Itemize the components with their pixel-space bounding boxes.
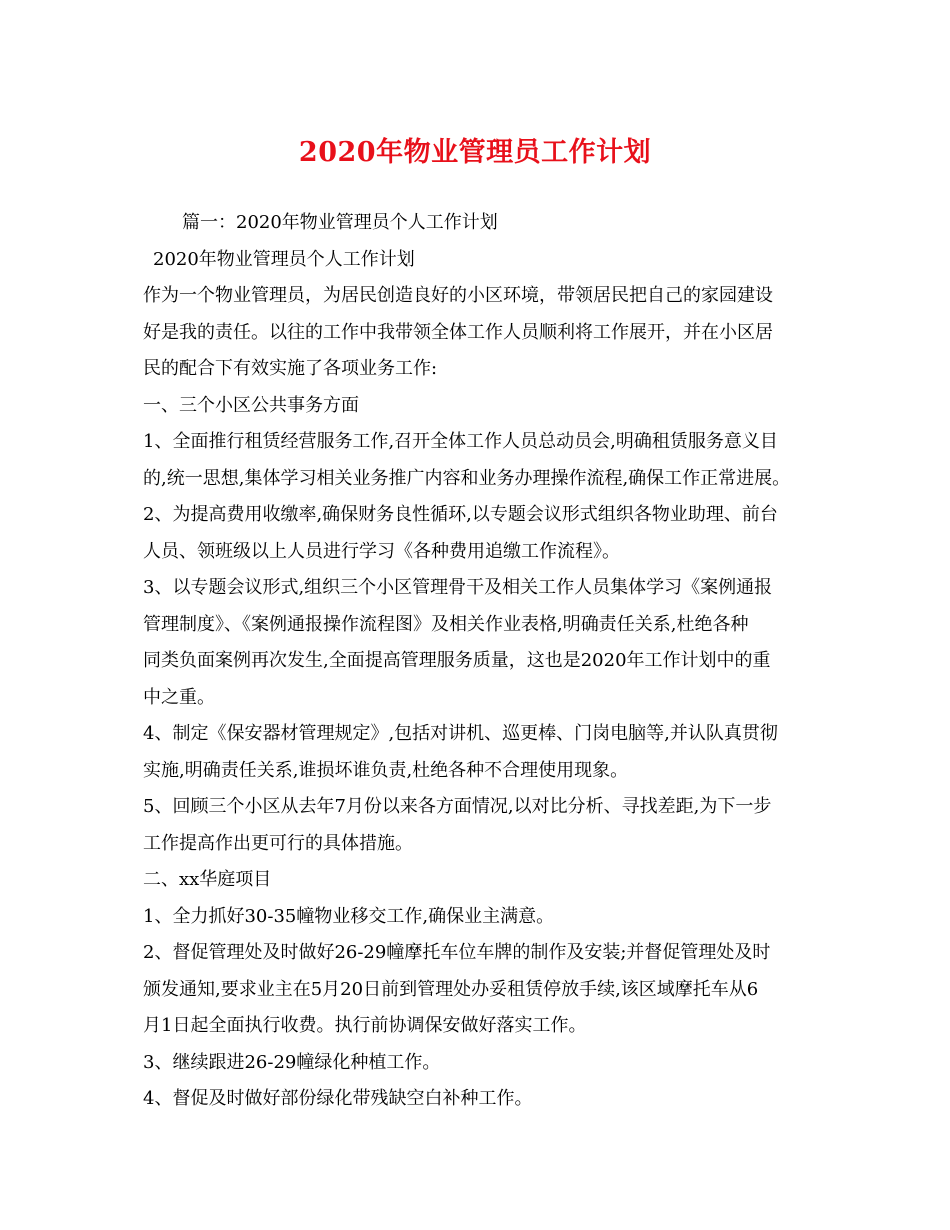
paragraph-line: 实施,明确责任关系,谁损坏谁负责,杜绝各种不合理使用现象。 [143,759,629,781]
paragraph-line: 1、全力抓好30-35幢物业移交工作,确保业主满意。 [143,905,555,927]
section-heading-project: 二、xx华庭项目 [143,869,272,890]
paragraph-line: 2、督促管理处及时做好26-29幢摩托车位车牌的制作及安装;并督促管理处及时 [143,942,771,963]
paragraph-line: 4、制定《保安器材管理规定》,包括对讲机、巡更棒、门岗电脑等,并认队真贯彻 [143,723,778,744]
paragraph-line: 管理制度》、《案例通报操作流程图》及相关作业表格,明确责任关系,杜绝各种 [143,613,749,635]
paragraph-line: 3、以专题会议形式,组织三个小区管理骨干及相关工作人员集体学习《案例通报 [143,577,773,598]
paragraph-line: 民的配合下有效实施了各项业务工作: [143,358,438,379]
paragraph-line: 作为一个物业管理员，为居民创造良好的小区环境，带领居民把自己的家园建设 [143,285,773,306]
section-heading-public-affairs: 一、三个小区公共事务方面 [143,394,359,416]
paragraph-line: 同类负面案例再次发生,全面提高管理服务质量，这也是2020年工作计划中的重 [143,650,771,671]
paragraph-line: 颁发通知,要求业主在5月20日前到管理处办妥租赁停放手续,该区域摩托车从6 [143,978,759,1000]
paragraph-line: 1、全面推行租赁经营服务工作,召开全体工作人员总动员会,明确租赁服务意义目 [143,431,778,452]
document-title: 2020年物业管理员工作计划 [298,137,652,168]
section-heading-part-one: 篇一：2020年物业管理员个人工作计划 [182,212,498,233]
paragraph-line: 的,统一思想,集体学习相关业务推广内容和业务办理操作流程,确保工作正常进展。 [143,467,791,489]
paragraph-line: 人员、领班级以上人员进行学习《各种费用追缴工作流程》。 [143,540,620,562]
paragraph-line: 4、督促及时做好部份绿化带残缺空白补种工作。 [143,1088,533,1109]
subtitle: 2020年物业管理员个人工作计划 [153,248,415,270]
paragraph-line: 中之重。 [143,686,215,708]
paragraph-line: 3、继续跟进26-29幢绿化种植工作。 [143,1051,441,1073]
paragraph-line: 2、为提高费用收缴率,确保财务良性循环,以专题会议形式组织各物业助理、前台 [143,504,778,525]
paragraph-line: 工作提高作出更可行的具体措施。 [143,832,413,854]
document-body [143,205,823,1118]
paragraph-line: 5、回顾三个小区从去年7月份以来各方面情况,以对比分析、寻找差距,为下一步 [143,796,772,817]
paragraph-line: 好是我的责任。以往的工作中我带领全体工作人员顺利将工作展开，并在小区居 [143,321,773,343]
paragraph-line: 月1日起全面执行收费。执行前协调保安做好落实工作。 [143,1015,587,1036]
